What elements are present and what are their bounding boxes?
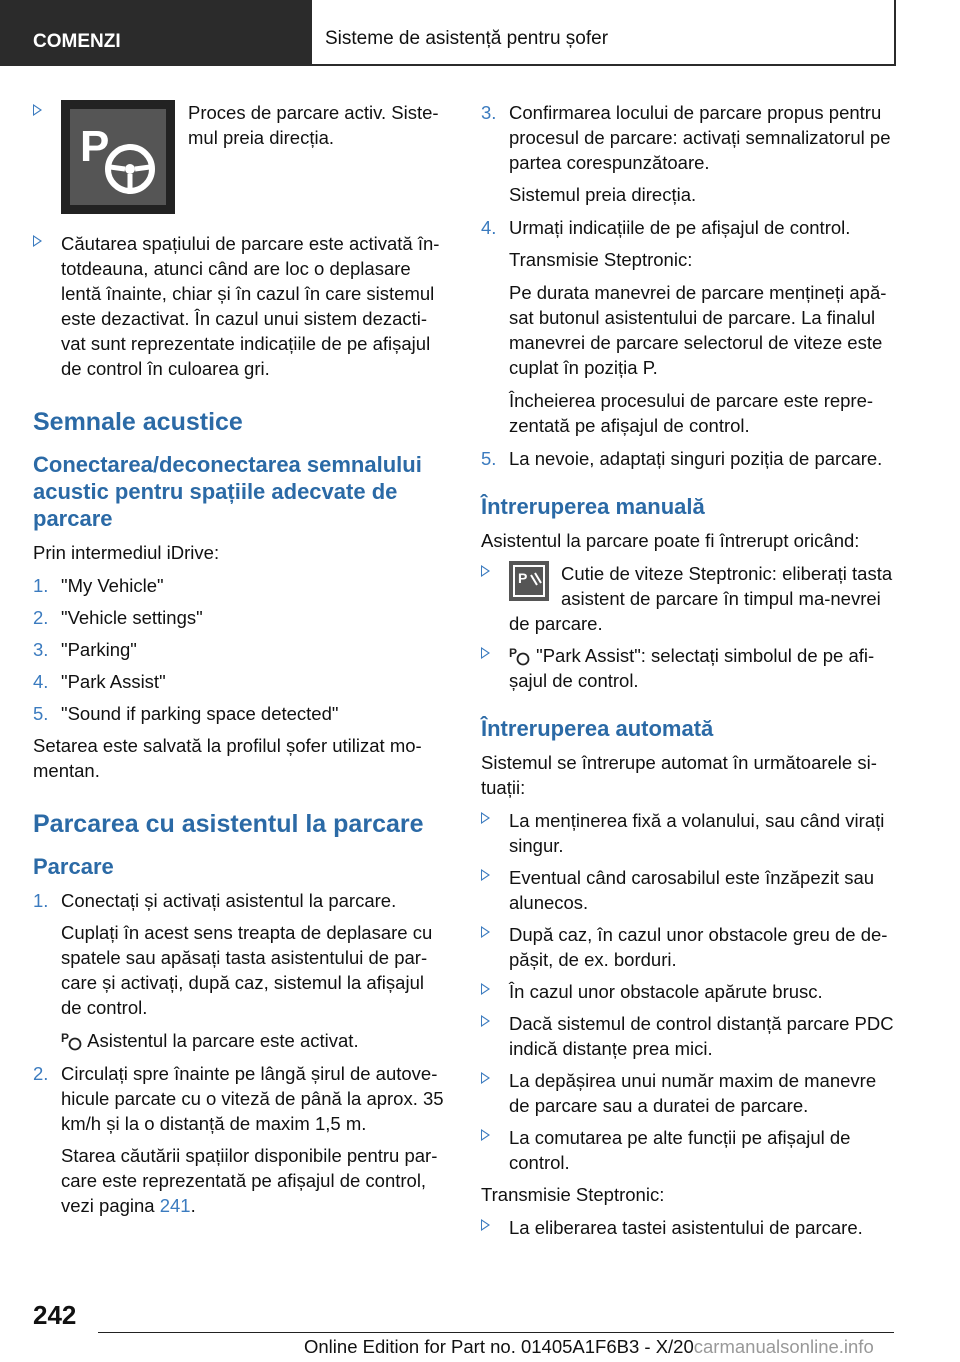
list-item — [481, 979, 901, 1004]
section-label: COMENZI — [33, 31, 121, 52]
heading-auto: Întreruperea automată — [481, 716, 714, 741]
list-item — [481, 808, 901, 858]
step-number: 3. — [33, 639, 49, 660]
step-text: "Park Assist" — [61, 671, 166, 692]
paragraph: Asistentul la parcare poate fi întrerupt oricând: — [481, 530, 860, 551]
heading-parking-assist: Parcarea cu asistentul la parcare — [33, 810, 424, 838]
bullet-triangle-icon — [481, 926, 490, 938]
heading-connect: Conectarea/deconectarea semnalului acustic pentru spațiile adecvate de parcare — [33, 452, 422, 531]
chapter-title: Sisteme de asistență pentru șofer — [325, 28, 609, 49]
svg-text:P: P — [80, 122, 110, 171]
list-item — [33, 637, 445, 662]
bullet-triangle-icon — [481, 1129, 490, 1141]
bullet-text: La depășirea unui număr maxim de manevre de parcare sau a duratei de parcare. — [509, 1070, 877, 1116]
page-link[interactable]: 241 — [159, 1195, 191, 1216]
list-item — [33, 701, 445, 726]
park-assist-active-icon — [61, 100, 175, 214]
step-number: 1. — [33, 890, 49, 911]
bullet-triangle-icon — [481, 1219, 490, 1231]
step-number: 4. — [33, 671, 49, 692]
list-item — [481, 865, 901, 915]
paragraph — [33, 1028, 445, 1053]
list-item — [33, 231, 445, 381]
heading-parcare: Parcare — [33, 854, 114, 879]
list-item — [33, 100, 445, 224]
bullet-triangle-icon — [481, 983, 490, 995]
paragraph — [33, 1143, 445, 1218]
paragraph: Transmisie Steptronic: — [509, 249, 693, 270]
list-item — [481, 100, 901, 175]
bullet-triangle-icon — [481, 565, 490, 577]
bullet-triangle-icon — [481, 812, 490, 824]
bullet-triangle-icon — [481, 1015, 490, 1027]
step-text: Circulați spre înainte pe lângă șirul de autove-hicule parcate cu o viteză de până la aprox. 35 km/h și la o distanță de maxim 1,5 m. — [61, 1063, 444, 1134]
footer-edition — [304, 1336, 874, 1358]
left-column — [33, 100, 445, 1226]
bullet-text: Cutie de viteze Steptronic: eliberați tasta asistent de parcare în timpul ma-nevrei de parcare. — [509, 563, 893, 634]
bullet-text: La menținerea fixă a volanului, sau când virați singur. — [509, 810, 885, 856]
bullet-triangle-icon — [481, 869, 490, 881]
paragraph: Sistemul preia direcția. — [509, 184, 697, 205]
step-text: Starea căutării spațiilor disponibile pentru par-care este reprezentată pe afișajul de control, vezi pagina — [61, 1145, 438, 1216]
svg-text:P: P — [509, 646, 518, 660]
park-assist-icon — [509, 646, 531, 666]
bullet-triangle-icon — [33, 235, 42, 247]
bullet-text: Căutarea spațiului de parcare este activată în-totdeauna, atunci când are loc o deplasare lentă înainte, chiar și în cazul în care sistemul este dezactivat. În cazul unui sistem dezacti-vat sunt reprezentate indicațiile de pe afișajul de control în culoarea gri. — [61, 233, 440, 379]
bullet-text: În cazul unor obstacole apărute brusc. — [509, 981, 823, 1002]
bullet-text: La comutarea pe alte funcții pe afișajul de control. — [509, 1127, 851, 1173]
list-item — [481, 446, 901, 471]
park-assist-button-icon — [509, 561, 549, 601]
step-text: . — [190, 1195, 196, 1216]
paragraph: Încheierea procesului de parcare este repre-zentată pe afișajul de control. — [509, 390, 874, 436]
bullet-text: La eliberarea tastei asistentului de parcare. — [509, 1217, 863, 1238]
edition-text: Online Edition for Part no. 01405A1F6B3 - X/20 — [304, 1336, 694, 1357]
bullet-text: Eventual când carosabilul este înzăpezit sau alunecos. — [509, 867, 875, 913]
list-item — [481, 922, 901, 972]
list-item — [481, 1068, 901, 1118]
step-text: Confirmarea locului de parcare propus pentru procesul de parcare: activați semnalizatorul pe partea corespunzătoare. — [509, 102, 891, 173]
list-item — [481, 1011, 901, 1061]
step-text: "Parking" — [61, 639, 137, 660]
list-item — [33, 1061, 445, 1136]
footer-divider — [98, 1332, 894, 1333]
heading-signals: Semnale acustice — [33, 408, 243, 436]
list-item — [33, 888, 445, 913]
step-text: "Vehicle settings" — [61, 607, 203, 628]
list-item — [481, 561, 901, 636]
list-item — [481, 215, 901, 240]
right-column — [481, 100, 901, 1247]
step-text: Conectați și activați asistentul la parcare. — [61, 890, 397, 911]
paragraph: Sistemul se întrerupe automat în următoarele si-tuații: — [481, 752, 877, 798]
bullet-triangle-icon — [33, 104, 42, 116]
step-number: 1. — [33, 575, 49, 596]
step-number: 3. — [481, 102, 497, 123]
step-text: Asistentul la parcare este activat. — [87, 1030, 359, 1051]
step-number: 2. — [33, 1063, 49, 1084]
step-text: "Sound if parking space detected" — [61, 703, 339, 724]
park-assist-icon — [61, 1031, 83, 1051]
step-number: 5. — [481, 448, 497, 469]
watermark: carmanualsonline.info — [693, 1336, 874, 1357]
bullet-triangle-icon — [481, 647, 490, 659]
svg-text:P: P — [518, 570, 528, 586]
step-text: "My Vehicle" — [61, 575, 164, 596]
bullet-text: Proces de parcare activ. Siste-mul preia direcția. — [188, 102, 439, 148]
list-item — [481, 643, 901, 693]
page-number: 242 — [33, 1300, 77, 1330]
bullet-text: Dacă sistemul de control distanță parcare PDC indică distanțe prea mici. — [509, 1013, 894, 1059]
list-item — [33, 605, 445, 630]
paragraph: Prin intermediul iDrive: — [33, 542, 220, 563]
heading-manual: Întreruperea manuală — [481, 494, 705, 519]
page-header — [0, 0, 896, 66]
list-item — [481, 1215, 901, 1240]
bullet-text: "Park Assist": selectați simbolul de pe afi-șajul de control. — [509, 645, 875, 691]
svg-text:P: P — [61, 1031, 70, 1045]
step-text: Urmați indicațiile de pe afișajul de control. — [509, 217, 851, 238]
paragraph: Transmisie Steptronic: — [481, 1184, 665, 1205]
bullet-text: După caz, în cazul unor obstacole greu de de-pășit, de ex. borduri. — [509, 924, 888, 970]
paragraph: Cuplați în acest sens treapta de deplasare cu spatele sau apăsați tasta asistentului de par-care și activați, după caz, sistemul la afișajul de control. — [61, 922, 433, 1018]
step-text: La nevoie, adaptați singuri poziția de parcare. — [509, 448, 883, 469]
step-number: 4. — [481, 217, 497, 238]
list-item — [33, 669, 445, 694]
list-item — [33, 573, 445, 598]
paragraph: Pe durata manevrei de parcare mențineți apă-sat butonul asistentului de parcare. La finalul manevrei de parcare selectorul de viteze este cuplat în poziția P. — [509, 282, 887, 378]
chapter-tab — [312, 0, 896, 66]
paragraph: Setarea este salvată la profilul șofer utilizat mo-mentan. — [33, 735, 422, 781]
list-item — [481, 1125, 901, 1175]
step-number: 2. — [33, 607, 49, 628]
bullet-triangle-icon — [481, 1072, 490, 1084]
step-number: 5. — [33, 703, 49, 724]
